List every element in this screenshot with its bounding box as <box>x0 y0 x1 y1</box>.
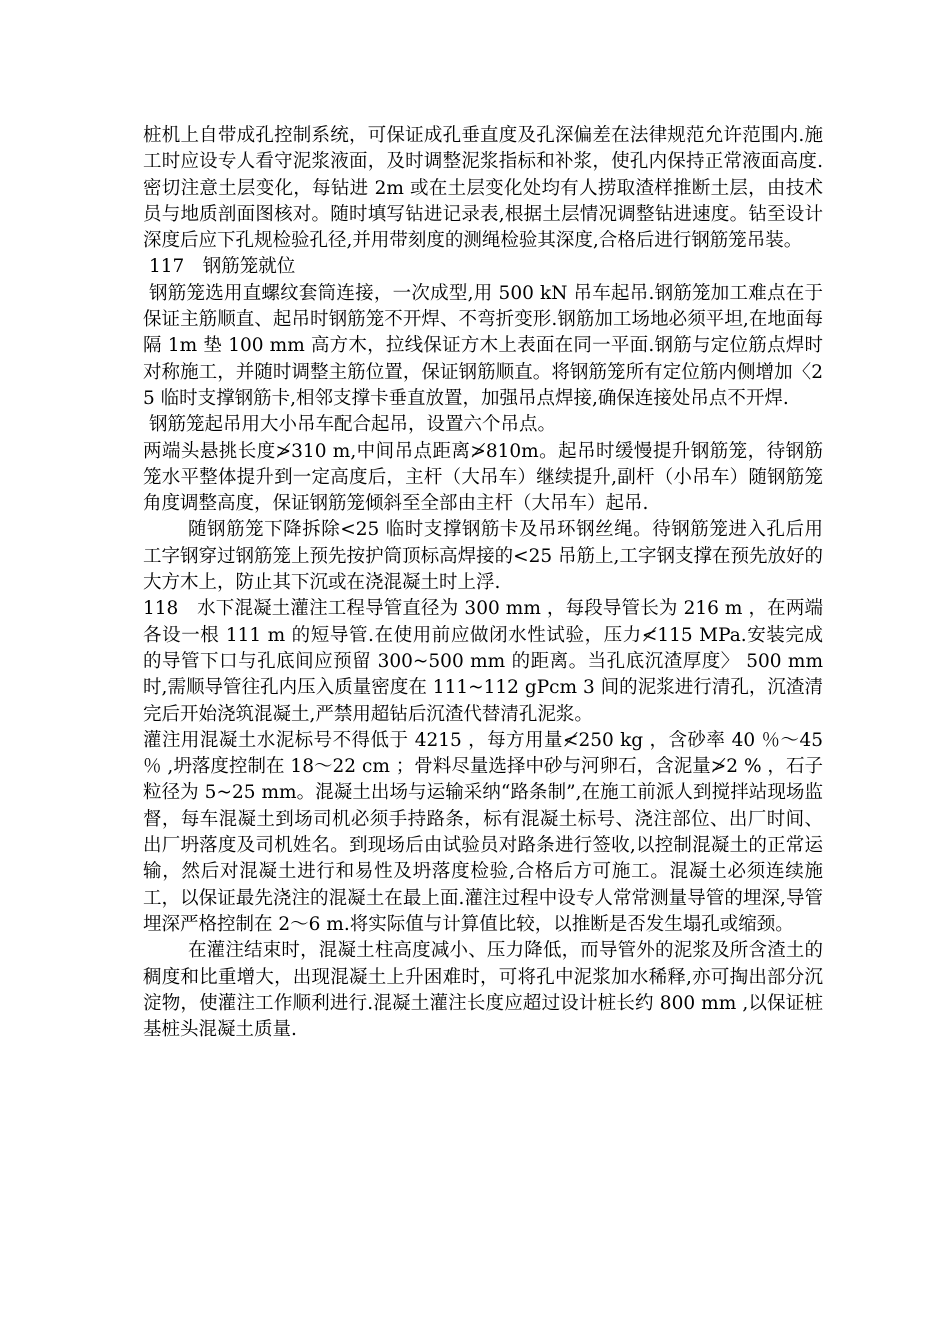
paragraph-lifting-procedure: 两端头悬挑长度≯310 m,中间吊点距离≯810m。起吊时缓慢提升钢筋笼，待钢筋笼水平整体提升到一定高度后，主杆（大吊车）继续提升,副杆（小吊车）随钢筋笼角度调整高度，保证钢筋笼倾斜至全部由主杆（大吊车）起吊. <box>143 440 823 515</box>
paragraph-section-118-tremie: 118 水下混凝土灌注工程导管直径为 300 mm ，每段导管长为 216 m ，在两端各设一根 111 m 的短导管.在使用前应做闭水性试验，压力≮115 MPa.安装完成的导管下口与孔底间应预留 300~500 mm 的距离。当孔底沉渣厚度〉 500 mm 时,需顺导管往孔内压入质量密度在 111~112 gPcm 3 间的泥浆进行清孔，沉渣清完后开始浇筑混凝土,严禁用超钻后沉渣代替清孔泥浆。 <box>143 598 823 725</box>
paragraph-cage-lowering: 随钢筋笼下降拆除<25 临时支撑钢筋卡及吊环钢丝绳。待钢筋笼进入孔后用工字钢穿过钢筋笼上预先按护筒顶标高焊接的<25 吊筋上,工字钢支撑在预先放好的大方木上，防止其下沉或在浇混凝土时上浮. <box>143 519 823 594</box>
paragraph-drilling-control: 桩机上自带成孔控制系统，可保证成孔垂直度及孔深偏差在法律规范允许范围内.施工时应设专人看守泥浆液面，及时调整泥浆指标和补浆，使孔内保持正常液面高度.密切注意土层变化，每钻进 2m 或在土层变化处均有人捞取渣样推断土层，由技术员与地质剖面图核对。随时填写钻进记录表,根据土层情况调整钻进速度。钻至设计深度后应下孔规检验孔径,并用带刻度的测绳检验其深度,合格后进行钢筋笼吊装。 <box>143 125 823 252</box>
paragraph-concrete-requirements: 灌注用混凝土水泥标号不得低于 4215 ，每方用量≮250 kg ，含砂率 40 ％～45 ％ ,坍落度控制在 18～22 cm ；骨料尽量选择中砂与河卵石，含泥量≯2 % ，石子粒径为 5~25 mm。混凝土出场与运输采纳“路条制”,在施工前派人到搅拌站现场监督，每车混凝土到场司机必须手持路条，标有混凝土标号、浇注部位、出厂时间、出厂坍落度及司机姓名。到现场后由试验员对路条进行签收,以控制混凝土的正常运输，然后对混凝土进行和易性及坍落度检验,合格后方可施工。混凝土必须连续施工，以保证最先浇注的混凝土在最上面.灌注过程中设专人常常测量导管的埋深,导管埋深严格控制在 2～6 m.将实际值与计算值比较，以推断是否发生塌孔或缩颈。 <box>143 729 823 935</box>
section-heading-117: 117 钢筋笼就位 <box>149 256 296 278</box>
paragraph-cage-fabrication: 钢筋笼选用直螺纹套筒连接，一次成型,用 500 kN 吊车起吊.钢筋笼加工难点在于保证主筋顺直、起吊时钢筋笼不开焊、不弯折变形.钢筋加工场地必须平坦,在地面每隔 1m 垫 100 mm 高方木，拉线保证方木上表面在同一平面.钢筋与定位筋点焊时对称施工，并随时调整主筋位置，保证钢筋顺直。将钢筋笼所有定位筋内侧增加〈25 临时支撑钢筋卡,相邻支撑卡垂直放置，加强吊点焊接,确保连接处吊点不开焊. <box>143 282 823 409</box>
paragraph-pouring-completion: 在灌注结束时，混凝土柱高度减小、压力降低，而导管外的泥浆及所含渣土的稠度和比重增大，出现混凝土上升困难时，可将孔中泥浆加水稀释,亦可掏出部分沉淀物，使灌注工作顺利进行.混凝土灌注长度应超过设计桩长约 800 mm ,以保证桩基桩头混凝土质量. <box>143 940 823 1041</box>
document-body <box>143 123 823 1043</box>
paragraph-lifting-points: 钢筋笼起吊用大小吊车配合起吊，设置六个吊点。 <box>149 414 557 436</box>
